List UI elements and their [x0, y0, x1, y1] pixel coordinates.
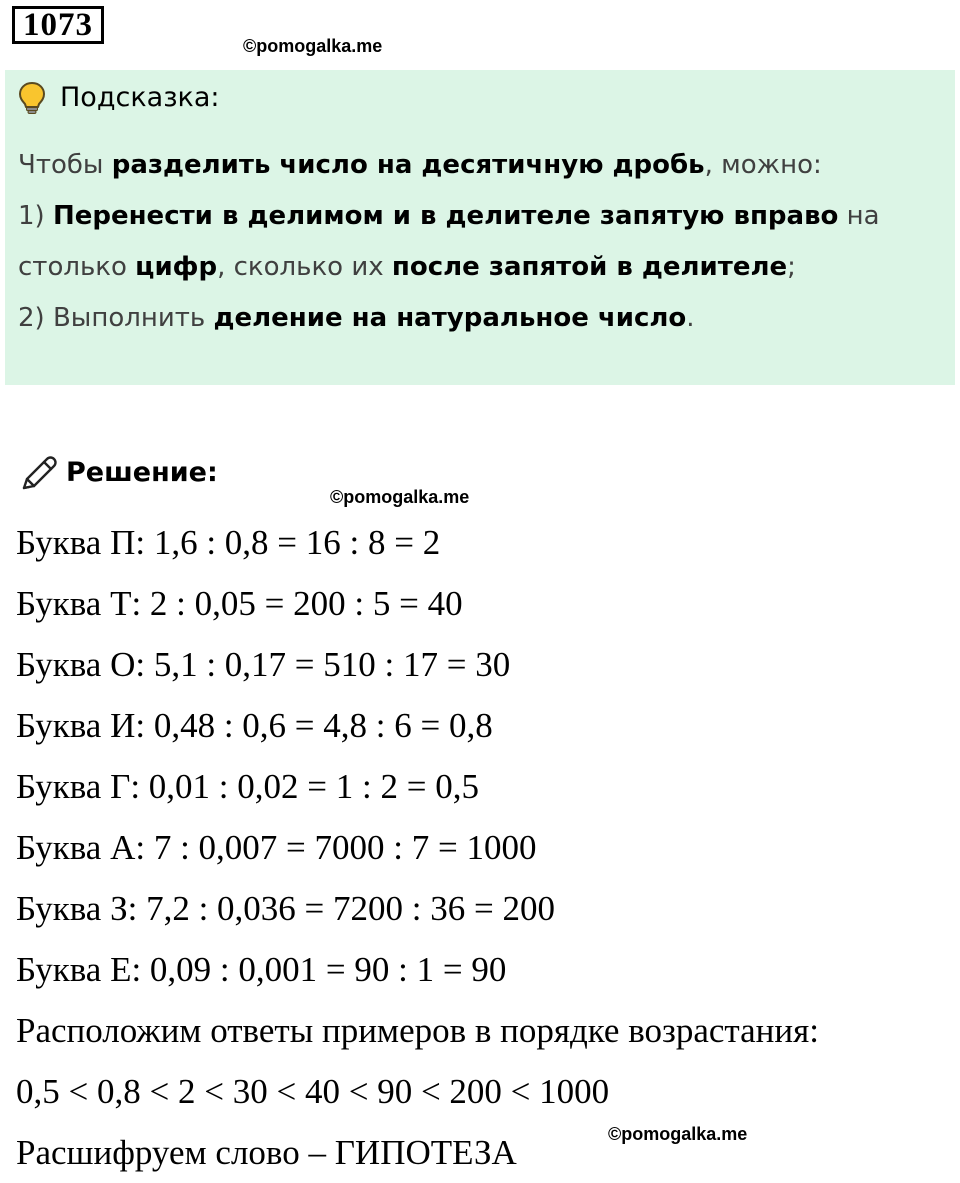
solution-line: Буква Т: 2 : 0,05 = 200 : 5 = 40 — [16, 584, 463, 623]
hint-body — [18, 140, 938, 344]
task-number: 1073 — [12, 6, 104, 44]
solution-header — [18, 452, 218, 494]
solution-line: Буква И: 0,48 : 0,6 = 4,8 : 6 = 0,8 — [16, 706, 493, 745]
solution-line: Буква О: 5,1 : 0,17 = 510 : 17 = 30 — [16, 645, 511, 684]
hint-line-1: Чтобы разделить число на десятичную дробь, можно: — [18, 150, 822, 180]
solution-line: Расшифруем слово – ГИПОТЕЗА — [16, 1133, 517, 1172]
solution-title: Решение: — [66, 457, 218, 488]
lightbulb-icon — [18, 81, 46, 115]
solution-line: Буква А: 7 : 0,007 = 7000 : 7 = 1000 — [16, 828, 537, 867]
hint-line-4: 2) Выполнить деление на натуральное число. — [18, 303, 695, 333]
hint-header — [18, 78, 220, 118]
solution-line: 0,5 < 0,8 < 2 < 30 < 40 < 90 < 200 < 1000 — [16, 1072, 610, 1111]
solution-line: Буква П: 1,6 : 0,8 = 16 : 8 = 2 — [16, 523, 441, 562]
solution-line: Буква Е: 0,09 : 0,001 = 90 : 1 = 90 — [16, 950, 507, 989]
hint-line-2: 1) Перенести в делимом и в делителе запятую вправо на — [18, 201, 880, 231]
solution-line: Буква З: 7,2 : 0,036 = 7200 : 36 = 200 — [16, 889, 556, 928]
watermark: ©pomogalka.me — [330, 487, 470, 507]
solution-line: Буква Г: 0,01 : 0,02 = 1 : 2 = 0,5 — [16, 767, 479, 806]
hint-title: Подсказка: — [60, 82, 220, 113]
watermark: ©pomogalka.me — [243, 36, 383, 56]
solution-line: Расположим ответы примеров в порядке возрастания: — [16, 1011, 819, 1050]
hint-line-3: столько цифр, сколько их после запятой в делителе; — [18, 252, 796, 282]
pencil-icon — [18, 452, 60, 494]
watermark: ©pomogalka.me — [608, 1124, 748, 1144]
